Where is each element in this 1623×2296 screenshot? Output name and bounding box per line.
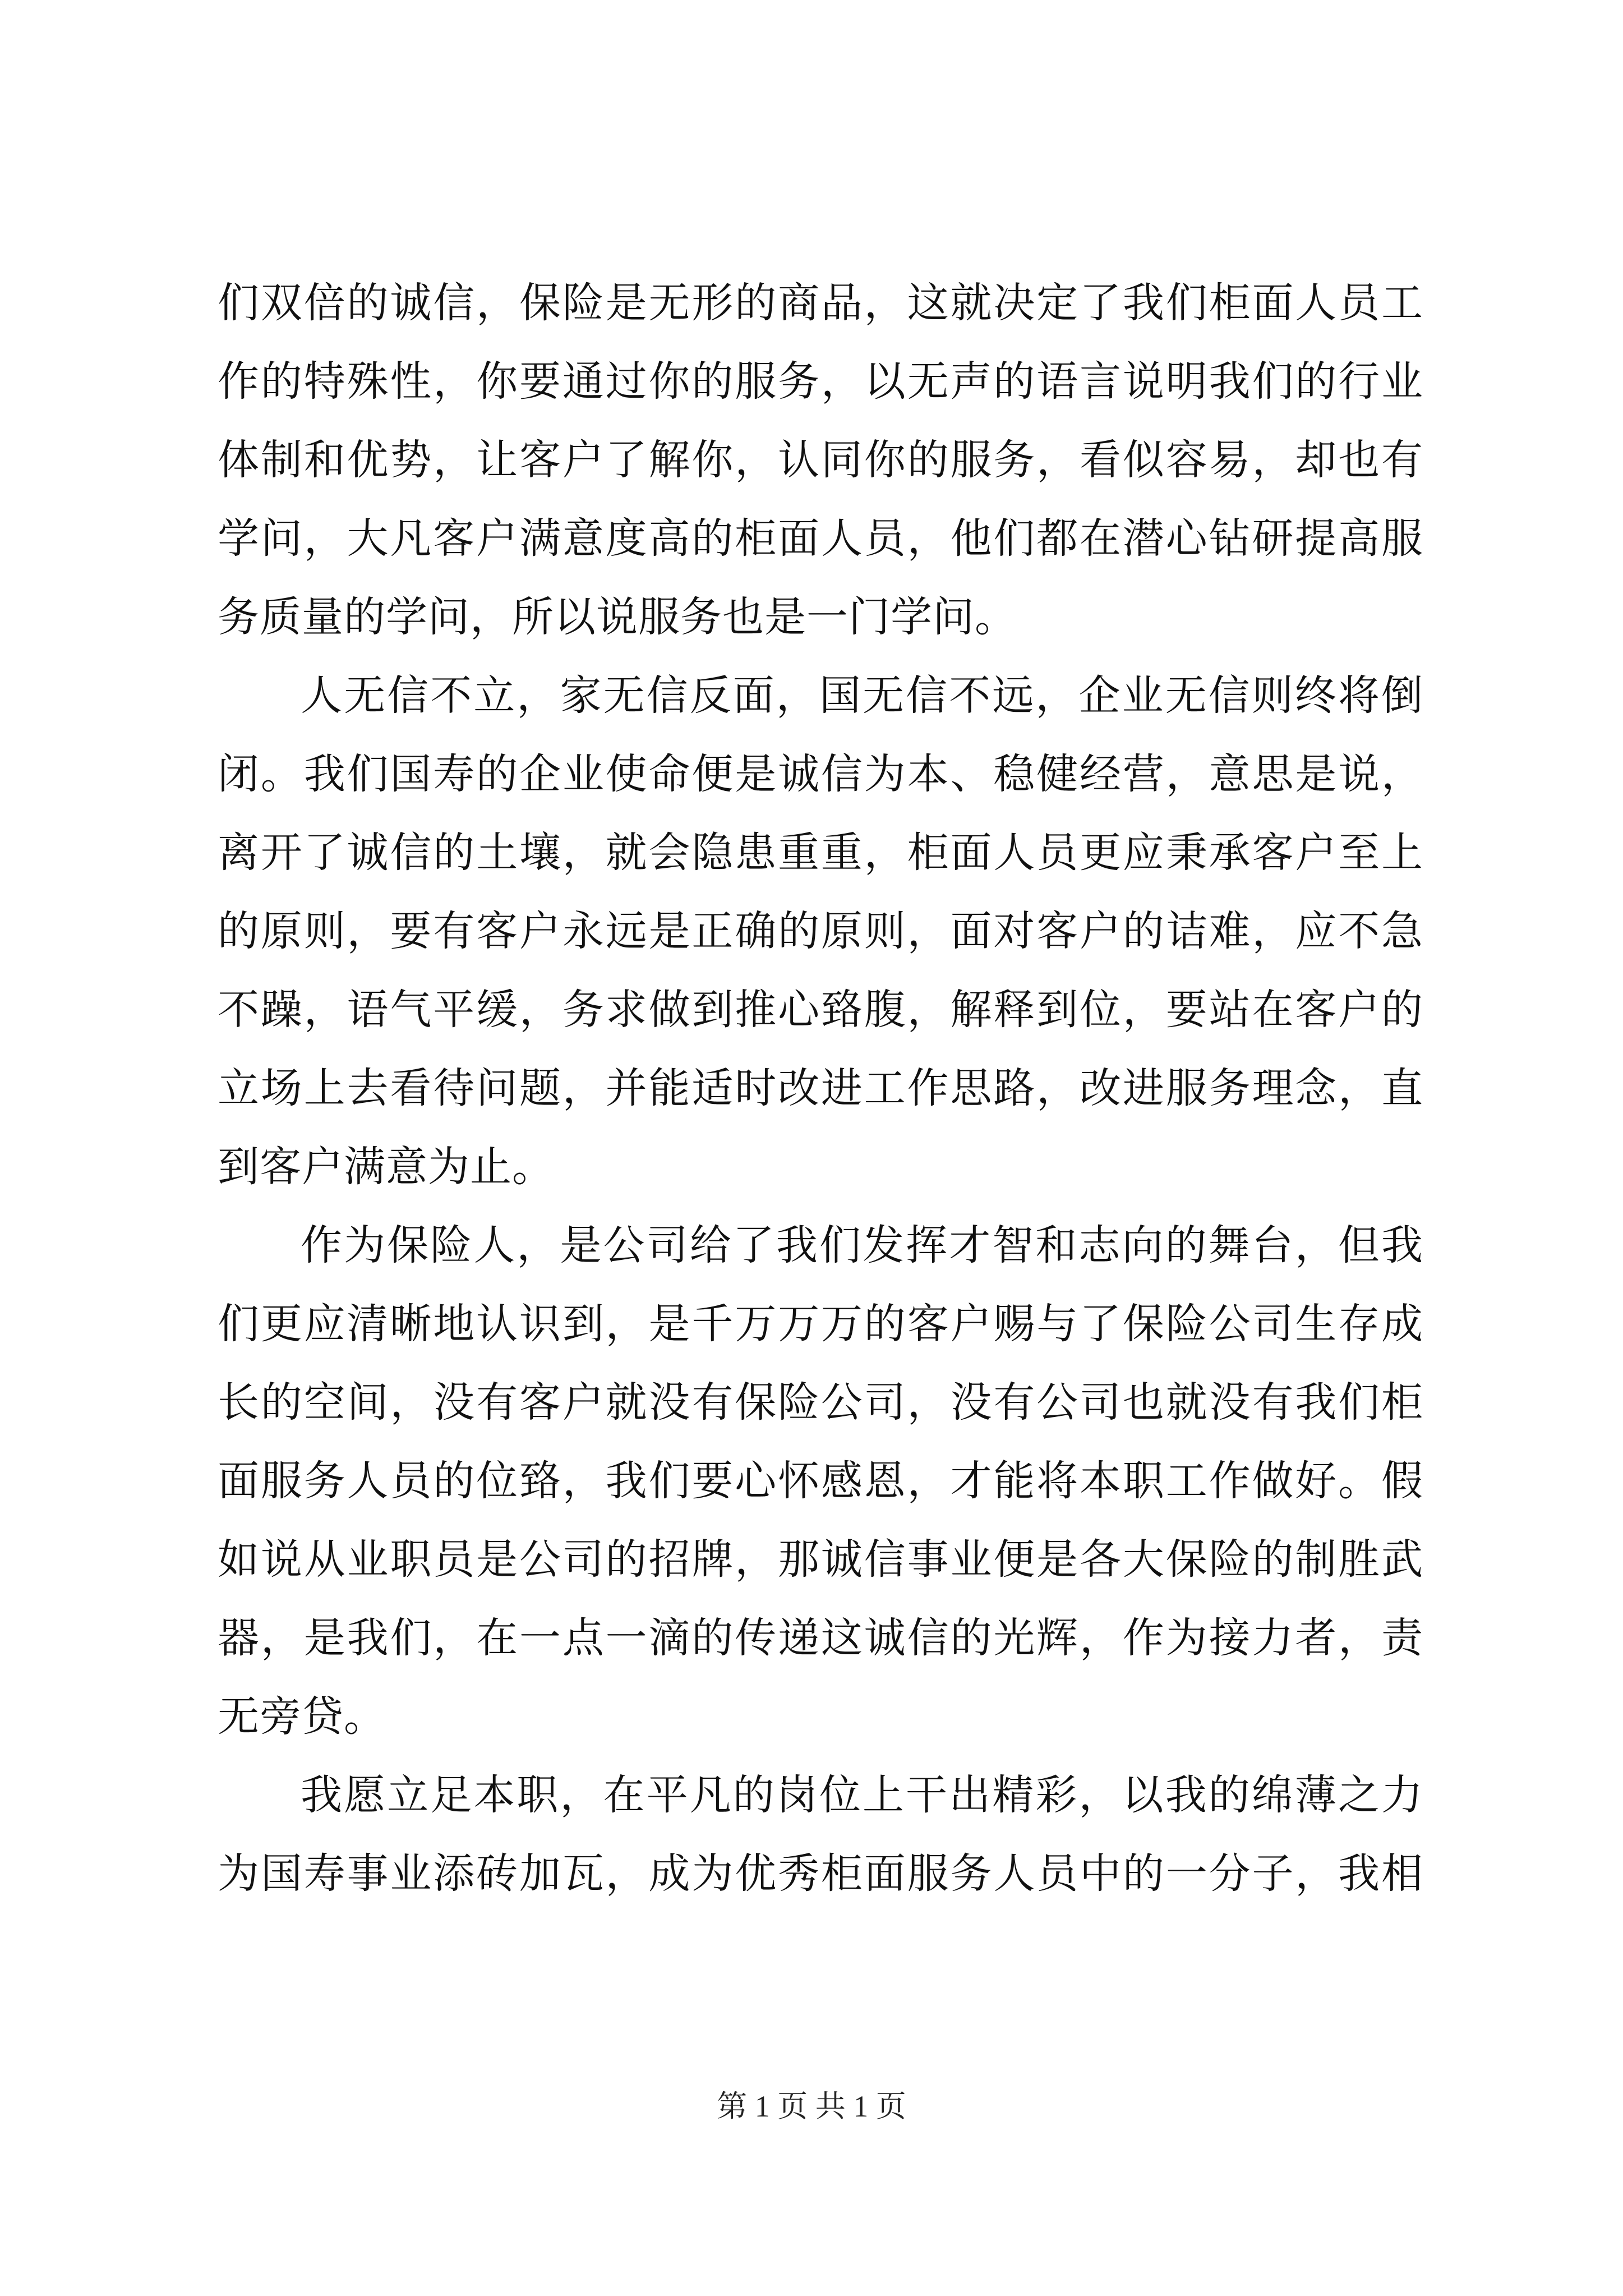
text-line: 我愿立足本职，在平凡的岗位上干出精彩，以我的绵薄之力: [301, 1771, 1423, 1819]
text-line: 立场上去看待问题，并能适时改进工作思路，改进服务理念，直: [218, 1064, 1423, 1112]
text-line: 的原则，要有客户永远是正确的原则，面对客户的诘难，应不急: [218, 907, 1423, 955]
text-line: 们双倍的诚信，保险是无形的商品，这就决定了我们柜面人员工: [218, 279, 1423, 327]
page-number-footer: 第 1 页 共 1 页: [717, 2090, 906, 2123]
text-line: 闭。我们国寿的企业使命便是诚信为本、稳健经营，意思是说，: [218, 750, 1423, 798]
text-line: 长的空间，没有客户就没有保险公司，没有公司也就没有我们柜: [218, 1378, 1423, 1427]
text-line: 到客户满意为止。: [218, 1143, 554, 1191]
text-line: 们更应清晰地认识到，是千万万万的客户赐与了保险公司生存成: [218, 1300, 1423, 1348]
text-line: 学问，大凡客户满意度高的柜面人员，他们都在潜心钻研提高服: [218, 514, 1423, 563]
text-line: 器，是我们，在一点一滴的传递这诚信的光辉，作为接力者，责: [218, 1614, 1423, 1662]
document-body: [218, 264, 1423, 1913]
text-line: 作的特殊性，你要通过你的服务，以无声的语言说明我们的行业: [218, 357, 1423, 406]
text-line: 体制和优势，让客户了解你，认同你的服务，看似容易，却也有: [218, 436, 1423, 484]
text-line: 务质量的学问，所以说服务也是一门学问。: [218, 593, 1017, 641]
text-line: 面服务人员的位臵，我们要心怀感恩，才能将本职工作做好。假: [218, 1457, 1423, 1505]
text-line: 为国寿事业添砖加瓦，成为优秀柜面服务人员中的一分子，我相: [218, 1849, 1423, 1898]
text-line: 人无信不立，家无信反面，国无信不远，企业无信则终将倒: [301, 671, 1423, 720]
text-line: 不躁，语气平缓，务求做到推心臵腹，解释到位，要站在客户的: [218, 986, 1423, 1034]
text-line: 离开了诚信的土壤，就会隐患重重，柜面人员更应秉承客户至上: [218, 829, 1423, 877]
text-line: 如说从业职员是公司的招牌，那诚信事业便是各大保险的制胜武: [218, 1535, 1423, 1584]
text-line: 作为保险人，是公司给了我们发挥才智和志向的舞台，但我: [301, 1221, 1423, 1269]
text-line: 无旁贷。: [218, 1692, 386, 1741]
